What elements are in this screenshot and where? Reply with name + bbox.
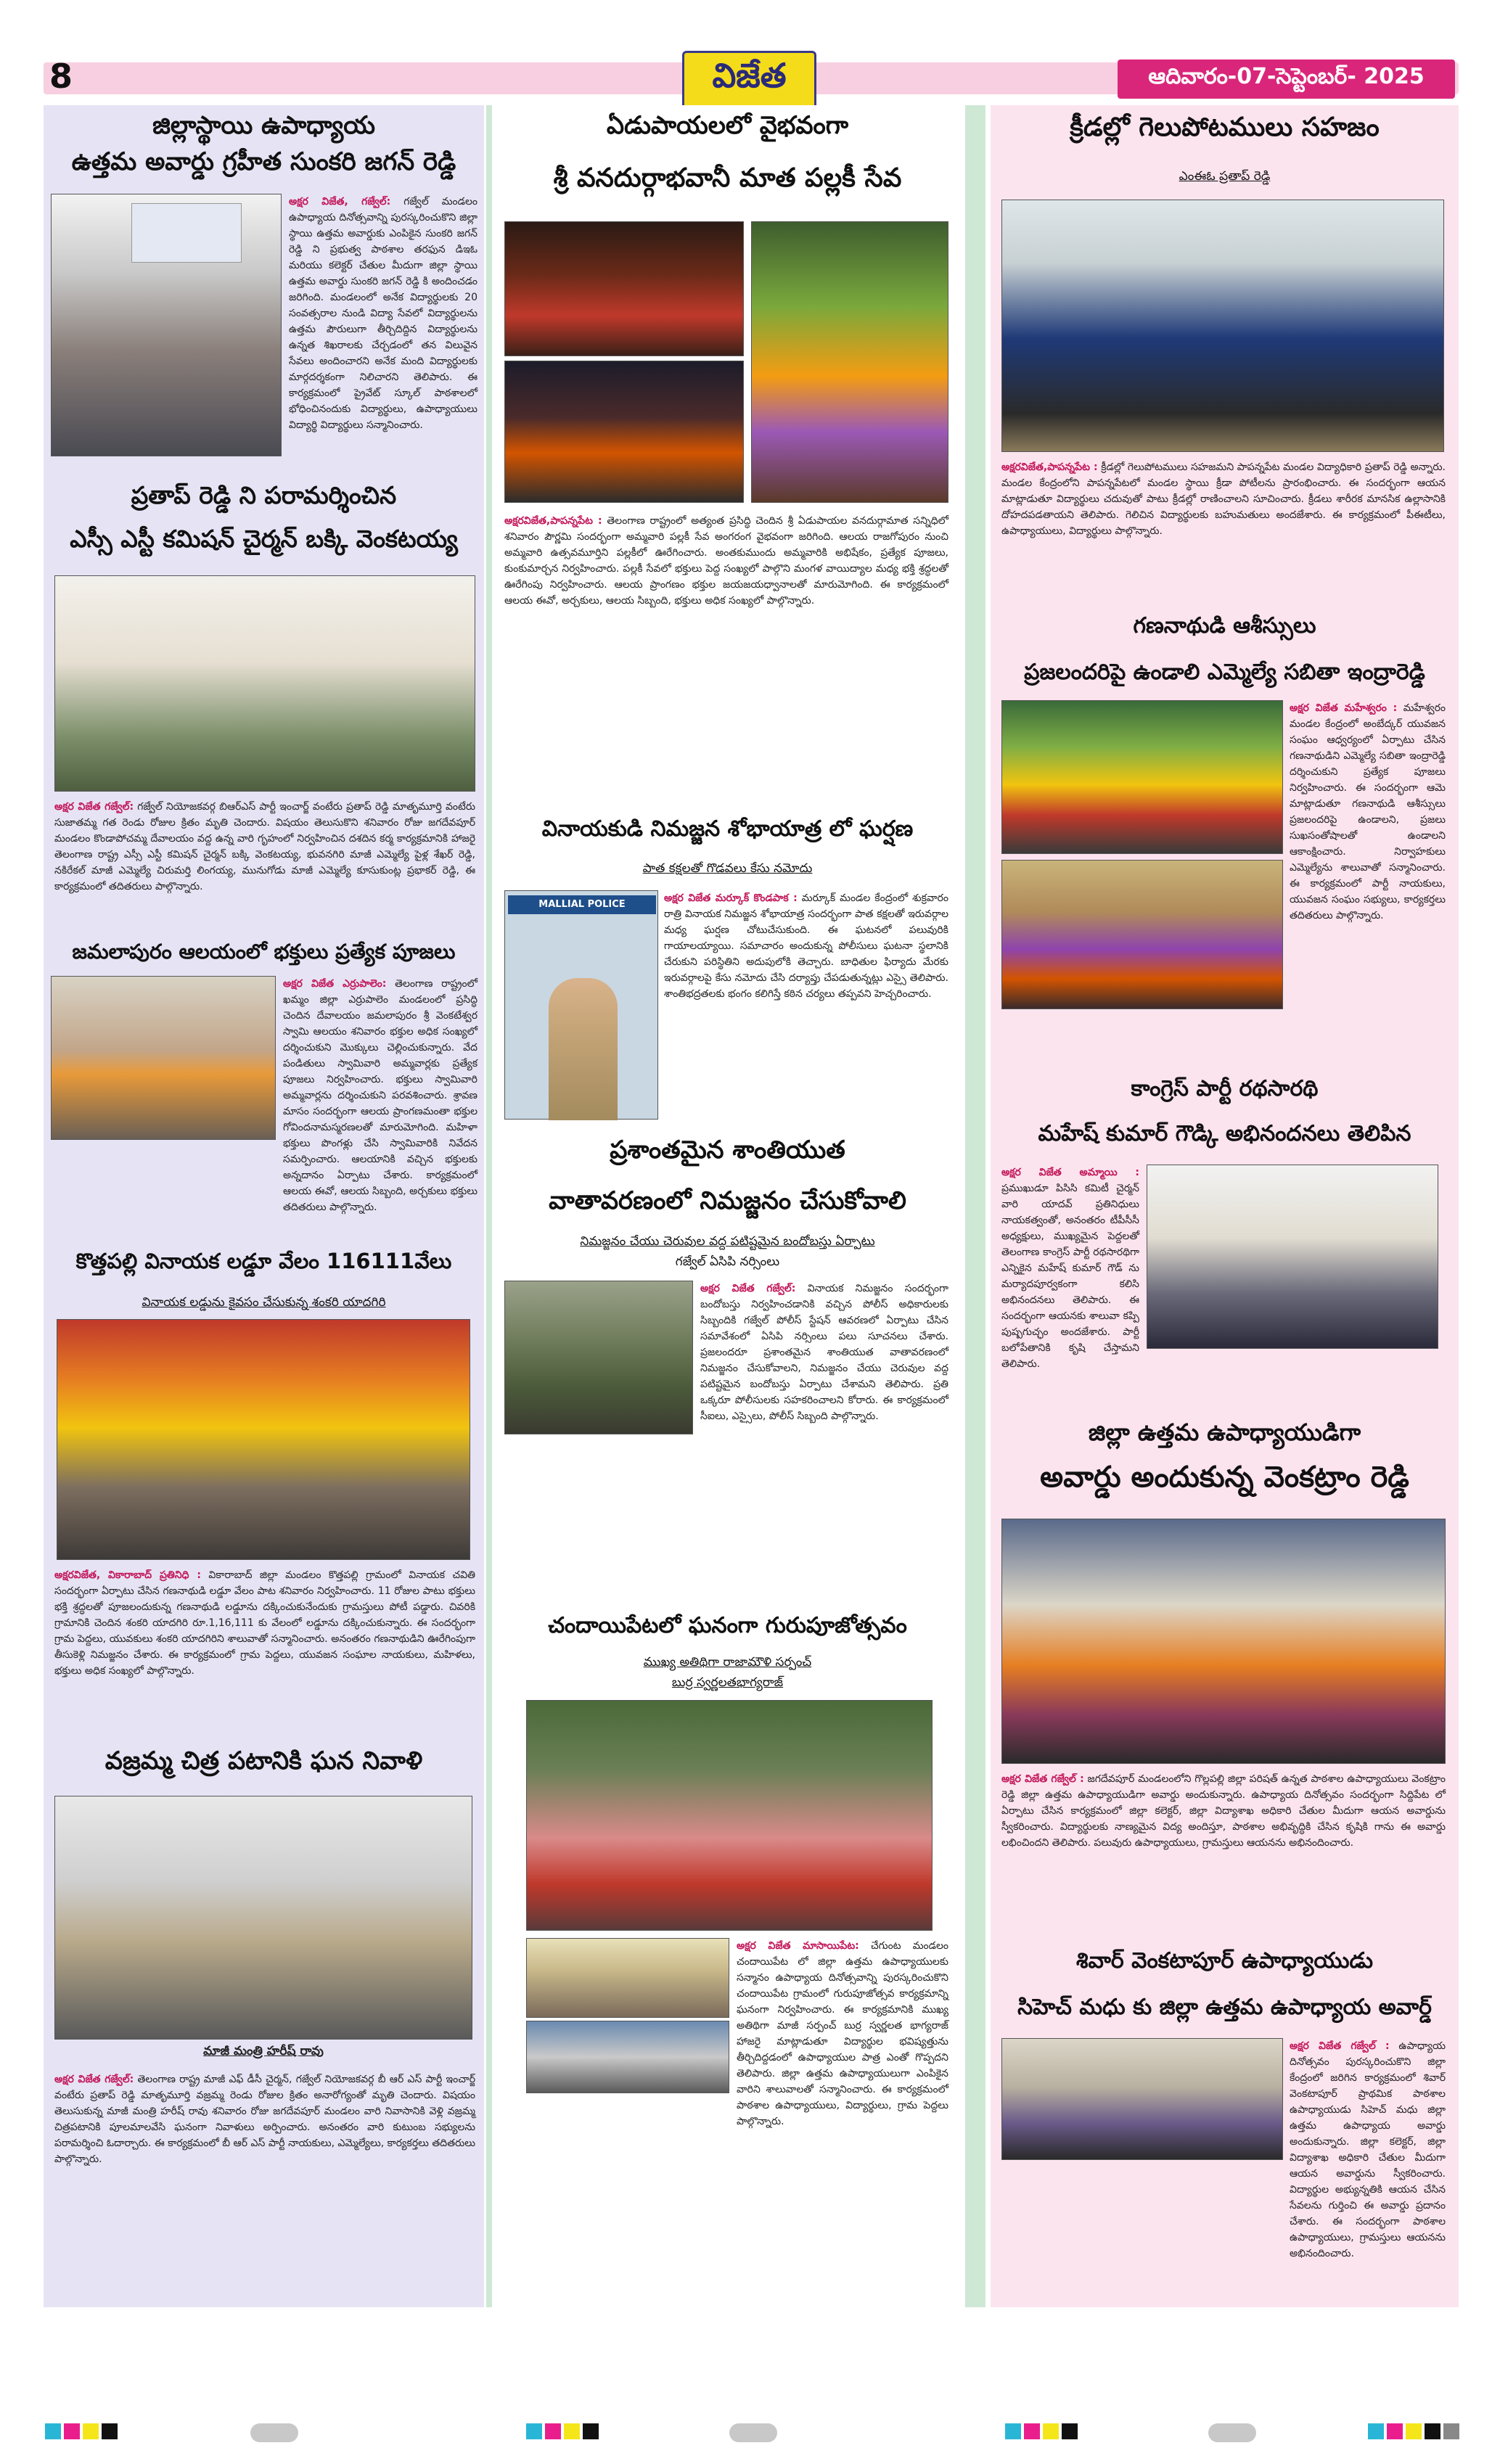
headline: ప్రశాంతమైన శాంతియుత bbox=[610, 1136, 845, 1165]
article-photo[interactable] bbox=[504, 890, 658, 1120]
article-photo[interactable] bbox=[1001, 1519, 1446, 1764]
headline: సిహెచ్ మధు కు జిల్లా ఉత్తమ ఉపాధ్యాయ అవార్డ్ bbox=[1017, 1995, 1432, 2020]
subheadline-text: ముఖ్య అతిథిగా రాజామౌళి సర్పంచ్ bbox=[643, 1655, 812, 1670]
headline: ఎస్సీ ఎస్టీ కమిషన్ చైర్మన్ బక్కి వెంకటయ్య bbox=[70, 525, 458, 553]
article-text: వినాయక నిమజ్జనం సందర్భంగా బందోబస్తు నిర్వహించడానికి వచ్చిన పోలీస్ అధికారులకు సిబ్బందికి గజ్వేల్ పోలీస్ స్టేషన్ ఆవరణలో ఏర్పాటు చేసిన సమావేశంలో ఏసిపి నర్సింలు పలు సూచనలు చేశారు. ప్రజలందరూ ప్రశాంతమైన శాంతియుత వాతావరణంలో నిమజ్జనం చేసుకోవాలని, నిమజ్జనం చేయు చెరువుల వద్ద పటిష్టమైన బందోబస్తు ఏర్పాటు చేశామని తెలిపారు. ప్రతి ఒక్కరూ పోలీసులకు సహకరించాలని కోరారు. ఈ కార్యక్రమంలో సీఐలు, ఎస్సైలు, పోలీస్ సిబ్బంది పాల్గొన్నారు. bbox=[700, 1283, 948, 1422]
article-body-continued bbox=[1001, 1012, 1446, 1070]
article-body-continued bbox=[504, 1437, 948, 1600]
article-text: గజ్వేల్ నియోజకవర్గ బిఆర్ఎస్ పార్టీ ఇంచార్జ్ వంటేరు ప్రతాప్ రెడ్డి మాతృమూర్తి వంటేరు సుజాతమ్మ గత రెండు రోజుల క్రితం మృతి చెందారు. విషయం తెలుసుకొని శనివారం రోజు జగదేవపూర్ మండలం కొండాపోచమ్మ దేవాలయం వద్ద ఉన్న వారి గృహంలో నిర్వహించిన దశదిన కర్మ కార్యక్రమానికి హాజరై తెలంగాణ రాష్ట్ర ఎస్సీ ఎస్టీ కమిషన్ చైర్మన్ బక్కి వెంకటయ్య, భువనగిరి మాజీ ఎమ్మెల్యే పైళ్ల శేఖర్ రెడ్డి, నకిరేకల్ మాజీ ఎమ్మెల్యే చిరుమర్తి లింగయ్య, మునుగోడు మాజీ ఎమ్మెల్యే కూసుకుంట్ల ప్రభాకర్ రెడ్డి, ఈ కార్యక్రమంలో తదితరులు పాల్గొన్నారు. bbox=[54, 801, 475, 892]
headline: జమలాపురం ఆలయంలో భక్తులు ప్రత్యేక పూజలు bbox=[72, 940, 456, 964]
subheadline-text: ఎంఈఓ ప్రతాప్ రెడ్డి bbox=[1179, 169, 1271, 184]
subheadline bbox=[991, 169, 1459, 186]
article-body bbox=[54, 2071, 475, 2231]
article-body-continued bbox=[504, 2096, 948, 2234]
article-body bbox=[504, 513, 948, 809]
article-body-continued bbox=[1001, 2163, 1446, 2235]
column-rule bbox=[965, 105, 985, 2307]
article-photo[interactable] bbox=[504, 1281, 693, 1434]
article-text: చేగుంట మండలం చందాయిపేట లో జిల్లా ఉత్తమ ఉపాధ్యాయులకు సన్మానం ఉపాధ్యాయ దినోత్సవాన్ని పురస్కరించుకొని చందాయిపేట గ్రామంలో గురుపూజోత్సవ కార్యక్రమాన్ని ఘనంగా నిర్వహించారు. ఈ కార్యక్రమానికి ముఖ్య అతిథిగా మాజీ సర్పంచ్ బుర్ర స్వర్ణలత భాగ్యరాజ్ హాజరై మాట్లాడుతూ విద్యార్థుల భవిష్యత్తును తీర్చిదిద్దడంలో ఉపాధ్యాయుల పాత్ర ఎంతో గొప్పదని తెలిపారు. జిల్లా ఉత్తమ ఉపాధ్యాయులుగా ఎంపికైన వారిని శాలువాలతో సన్మానించారు. ఈ కార్యక్రమంలో పాఠశాల ఉపాధ్యాయులు, విద్యార్థులు, గ్రామ పెద్దలు పాల్గొన్నారు. bbox=[737, 1940, 948, 2127]
dateline: అక్షర విజేత గజ్వేల్: bbox=[54, 2074, 134, 2085]
subheadline bbox=[493, 861, 962, 879]
dateline: అక్షర విజేత గజ్వేల్: bbox=[54, 801, 134, 813]
headline: క్రీడల్లో గెలుపోటములు సహజం bbox=[1070, 112, 1380, 142]
article-photo[interactable] bbox=[526, 2021, 729, 2093]
article-text: ప్రముఖుడూ పిసిసి కమిటీ చైర్మన్ వారి యాదవ్ ప్రతినిధులు నాయకత్వంతో, అనంతరం టీపీసీసీ అధ్యక్షులు, ముఖ్యమైన పెద్దలతో తెలంగాణ కాంగ్రెస్ పార్టీ రథసారథిగా ఎన్నికైన మహేష్ కుమార్ గౌడ్ ను మర్యాదపూర్వకంగా కలిసి అభినందనలు తెలిపారు. ఈ సందర్భంగా ఆయనకు శాలువా కప్పి పుష్పగుచ్ఛం అందజేశారు. పార్టీ బలోపేతానికి కృషి చేస్తామని తెలిపారు. bbox=[1001, 1183, 1139, 1370]
headline: కొత్తపల్లి వినాయక లడ్డూ వేలం 116111వేలు bbox=[75, 1249, 452, 1273]
dateline: అక్షర విజేత గజ్వేల్ : bbox=[1290, 2040, 1390, 2052]
dateline: అక్షర విజేత అమ్మాయి : bbox=[1001, 1167, 1139, 1178]
caption-text: మాజీ మంత్రి హరీష్ రావు bbox=[203, 2044, 324, 2058]
article-body bbox=[664, 890, 948, 1120]
headline: జిల్లాస్థాయి ఉపాధ్యాయ bbox=[152, 111, 375, 140]
column-left-content bbox=[44, 105, 484, 2307]
subheadline bbox=[44, 1295, 484, 1313]
article-photo[interactable] bbox=[57, 1319, 470, 1560]
article-body-continued bbox=[1001, 1352, 1446, 1410]
article-text: గజ్వేల్ మండలం ఉపాధ్యాయ దినోత్సవాన్ని పురస్కరించుకొని జిల్లా స్థాయి ఉత్తమ అవార్డుకు ఎంపికైన సుంకరి జగన్ రెడ్డి ని ప్రభుత్వ పాఠశాల తరఫున డిఇఓ మరియు కలెక్టర్ చేతుల మీదుగా జిల్లా స్థాయి ఉత్తమ అవార్డు సుంకరి జగన్ రెడ్డి కి అందించడం జరిగింది. మండలంలో అనేక విద్యార్థులకు 20 సంవత్సరాల నుండి విద్యా సేవలో విద్యార్థులను ఉత్తమ పౌరులుగా తీర్చిదిద్దిన విద్యార్థులను ఉన్నత శిఖరాలకు చేర్చడంలో తన విలువైన సేవలు అందించారని అనేక మంది విద్యార్థులకు మార్గదర్శకంగా నిలిచారని తెలిపారు. ఈ కార్యక్రమంలో ప్రైవేట్ స్కూల్ పాఠశాలలో భోధించినందుకు విద్యార్థులు, ఉపాధ్యాయులు విద్యార్థి విద్యార్థులు సన్మానించారు. bbox=[289, 196, 478, 431]
dateline: అక్షర విజేత గజ్వేల్ : bbox=[1001, 1773, 1084, 1785]
article-body bbox=[54, 1567, 475, 1741]
newspaper-logo[interactable] bbox=[682, 51, 816, 109]
registration-pill bbox=[729, 2423, 777, 2442]
article-text: క్రీడల్లో గెలుపోటములు సహజమని పాపన్నపేట మండల విద్యాధికారి ప్రతాప్ రెడ్డి అన్నారు. మండల కేంద్రంలోని పాపన్నపేటలో మండల స్థాయి క్రీడా పోటీలను ప్రారంభించారు. ఈ సందర్భంగా ఆయన మాట్లాడుతూ విద్యార్థులు చదువుతో పాటు క్రీడల్లో రాణించాలని సూచించారు. క్రీడలు శారీరక మానసిక ఉల్లాసానికి దోహదపడతాయని తెలిపారు. గెలిచిన విద్యార్థులకు బహుమతులు అందజేశారు. ఈ కార్యక్రమంలో పీఈటీలు, ఉపాధ్యాయులు, విద్యార్థులు పాల్గొన్నారు. bbox=[1001, 461, 1446, 537]
headline: గణనాథుడి ఆశీస్సులు bbox=[1133, 613, 1316, 638]
article-text: జగదేవపూర్ మండలంలోని గొల్లపల్లి జిల్లా పరిషత్ ఉన్నత పాఠశాల ఉపాధ్యాయులు వెంకట్రాం రెడ్డి జిల్లా ఉత్తమ ఉపాధ్యాయుడిగా అవార్డు అందుకున్నారు. ఉపాధ్యాయ దినోత్సవం సందర్భంగా సిద్దిపేట లో ఏర్పాటు చేసిన కార్యక్రమంలో జిల్లా కలెక్టర్, జిల్లా విద్యాశాఖ అధికారి చేతుల మీదుగా ఆయన అవార్డును స్వీకరించారు. విద్యార్థులకు నాణ్యమైన విద్య అందిస్తూ, పాఠశాల అభివృద్ధికి చేసిన కృషికి గాను ఈ అవార్డు లభించిందని తెలిపారు. పలువురు ఉపాధ్యాయులు, గ్రామస్తులు ఆయనను అభినందించారు. bbox=[1001, 1773, 1446, 1849]
article-body-continued bbox=[51, 1143, 478, 1230]
subheadline-text: పాత కక్షలతో గొడవలు కేసు నమోదు bbox=[642, 861, 813, 876]
article-text: తెలంగాణ రాష్ట్రంలో ఖమ్మం జిల్లా ఎర్రుపాలెం మండలంలో ప్రసిద్ధి చెందిన దేవాలయం జమలాపురం శ్రీ వెంకటేశ్వర స్వామి ఆలయం శనివారం భక్తుల అధిక సంఖ్యలో దర్శించుకుని మొక్కులు చెల్లించుకున్నారు. వేద పండితులు స్వామివారి అమ్మవార్లకు ప్రత్యేక పూజలు నిర్వహించారు. భక్తులు స్వామివారి అమ్మవార్లను దర్శించుకుని పరవశించారు. శ్రావణ మాసం సందర్భంగా ఆలయ ప్రాంగణమంతా భక్తుల గోవిందనామస్మరణలతో మారుమోగింది. మహిళా భక్తులు పొంగళ్లు చేసి స్వామివారికి నివేదన సమర్పించారు. ఆలయానికి వచ్చిన భక్తులకు అన్నదానం ఏర్పాటు చేశారు. కార్యక్రమంలో ఆలయ ఈవో, ఆలయ సిబ్బంది, అర్చకులు భక్తులు తదితరులు పాల్గొన్నారు. bbox=[283, 978, 478, 1213]
headline: ప్రతాప్ రెడ్డి ని పరామర్శించిన bbox=[131, 481, 397, 509]
headline: మహేష్ కుమార్ గౌడ్కి అభినందనలు తెలిపిన bbox=[1038, 1121, 1411, 1146]
article-photo[interactable] bbox=[1001, 700, 1283, 854]
subheadline bbox=[493, 1234, 962, 1252]
headline: ఏడుపాయలలో వైభవంగా bbox=[606, 111, 849, 140]
article-photo[interactable] bbox=[504, 361, 744, 503]
subheadline bbox=[493, 1254, 962, 1272]
column-right-content bbox=[991, 105, 1459, 2307]
article-photo[interactable] bbox=[1001, 2038, 1283, 2160]
registration-pill bbox=[1208, 2423, 1256, 2442]
article-photo[interactable] bbox=[1001, 200, 1444, 452]
article-photo[interactable] bbox=[1147, 1165, 1438, 1349]
article-text: తెలంగాణ రాష్ట్ర మాజీ ఎఫ్ డీసీ చైర్మన్, గజ్వేల్ నియోజకవర్గ బీ ఆర్ ఎస్ పార్టీ ఇంచార్జ్ వంటేరు ప్రతాప్ రెడ్డి మాతృమూర్తి వజ్రమ్మ రెండు రోజుల క్రితం అనారోగ్యంతో మృతి చెందారు. విషయం తెలుసుకున్న మాజీ మంత్రి హరీష్ రావు శనివారం రోజు జగదేవపూర్ మండలం వారి నివాసానికి వెళ్లి వజ్రమ్మ చిత్రపటానికి పూలమాలవేసి ఘనంగా నివాళులు అర్పించారు. అనంతరం వారి కుటుంబ సభ్యులను పరామర్శించి ఓదార్చారు. ఈ కార్యక్రమంలో బీ ఆర్ ఎస్ పార్టీ నాయకులు, ఎమ్మెల్యేలు, కార్యకర్తలు తదితరులు పాల్గొన్నారు. bbox=[54, 2074, 476, 2165]
dateline: అక్షర విజేత మర్కూక్ కొండపాక : bbox=[664, 892, 798, 904]
article-body bbox=[737, 1938, 948, 2127]
article-photo[interactable] bbox=[526, 1938, 729, 2018]
subheadline-text: బుర్ర స్వర్ణలతభాగ్యరాజ్ bbox=[671, 1675, 784, 1690]
dateline: అక్షర విజేత మహేశ్వరం : bbox=[1290, 702, 1398, 714]
banner-in-photo bbox=[131, 203, 242, 263]
dateline: అక్షర విజేత, గజ్వేల్: bbox=[289, 196, 391, 208]
headline: వినాయకుడి నిమజ్జన శోభాయాత్ర లో ఘర్షణ bbox=[541, 816, 914, 842]
article-text: వికారాబాద్ జిల్లా మండలం కొత్తపల్లి గ్రామంలో వినాయక చవితి సందర్భంగా ఏర్పాటు చేసిన గణనాథుడి లడ్డూ వేలం పాట శనివారం నిర్వహించారు. 11 రోజుల పాటు భక్తులు భక్తి శ్రద్ధలతో పూజలందుకున్న గణనాథుడి లడ్డూను దక్కించుకునేందుకు గ్రామస్తులు పోటీ పడ్డారు. చివరికి గ్రామానికి చెందిన శంకరి యాదగిరి రూ.1,16,111 కు వేలంలో లడ్డూను దక్కించుకున్నారు. ఈ సందర్భంగా గ్రామ పెద్దలు, యువకులు శంకరి యాదగిరిని శాలువాతో సన్మానించారు. అనంతరం గణనాథుడిని ఊరేగింపుగా తీసుకెళ్లి నిమజ్జనం చేశారు. ఈ కార్యక్రమంలో గ్రామ పెద్దలు, యువజన సంఘాల నాయకులు, మహిళలు, భక్తులు అధిక సంఖ్యలో పాల్గొన్నారు. bbox=[54, 1569, 475, 1677]
subheadline-text: వినాయక లడ్డును కైవసం చేసుకున్న శంకరి యాదగిరి bbox=[142, 1295, 386, 1310]
headline: శ్రీ వనదుర్గాభవానీ మాత పల్లకీ సేవ bbox=[553, 163, 902, 193]
dateline: అక్షరవిజేత,పాపన్నపేట : bbox=[1001, 461, 1098, 473]
article-body bbox=[700, 1281, 948, 1434]
article-body bbox=[1001, 1165, 1139, 1370]
subheadline-text: నిమజ్జనం చేయు చెరువుల వద్ద పటిష్టమైన బందోబస్తు ఏర్పాటు bbox=[580, 1234, 875, 1249]
headline: శివార్ వెంకటాపూర్ ఉపాధ్యాయుడు bbox=[1075, 1948, 1374, 1974]
subheadline bbox=[493, 1655, 962, 1672]
article-text: ఉపాధ్యాయ దినోత్సవం పురస్కరించుకొని జిల్లా కేంద్రంలో జరిగిన కార్యక్రమంలో శివార్ వెంకటాపూర్ ప్రాథమిక పాఠశాల ఉపాధ్యాయుడు సిహెచ్ మధు జిల్లా ఉత్తమ ఉపాధ్యాయ అవార్డు అందుకున్నారు. జిల్లా కలెక్టర్, జిల్లా విద్యాశాఖ అధికారి చేతుల మీదుగా ఆయన అవార్డును స్వీకరించారు. విద్యార్థుల అభ్యున్నతికి ఆయన చేసిన సేవలను గుర్తించి ఈ అవార్డు ప్రదానం చేశారు. ఈ సందర్భంగా పాఠశాల ఉపాధ్యాయులు, గ్రామస్తులు ఆయనను అభినందించారు. bbox=[1290, 2040, 1446, 2259]
dateline: అక్షరవిజేత, వికారాబాద్ ప్రతినిధి : bbox=[54, 1569, 201, 1581]
article-photo[interactable] bbox=[51, 976, 276, 1140]
headline: వాతావరణంలో నిమజ్జనం చేసుకోవాలి bbox=[549, 1186, 906, 1215]
page-number: 8 bbox=[49, 57, 73, 96]
issue-date: ఆదివారం-07-సెప్టెంబర్- 2025 bbox=[1118, 59, 1455, 99]
article-photo[interactable] bbox=[54, 1796, 472, 2040]
photo-caption bbox=[54, 2044, 472, 2061]
article-text: తెలంగాణ రాష్ట్రంలో అత్యంత ప్రసిద్ధి చెందిన శ్రీ ఏడుపాయల వనదుర్గామాత సన్నిధిలో శనివారం పౌర్ణమి సందర్భంగా అమ్మవారి పల్లకీ సేవ అంగరంగ వైభవంగా జరిగింది. ఆలయ రాజగోపురం నుంచి అమ్మవారి ఉత్సవమూర్తిని పల్లకీలో ఊరేగించారు. అంతకుముందు అమ్మవారికి అభిషేకం, ప్రత్యేక పూజలు, కుంకుమార్చన నిర్వహించారు. పల్లకీ సేవలో భక్తులు పెద్ద సంఖ్యలో పాల్గొని మంగళ వాయిద్యాల మధ్య భక్తి శ్రద్ధలతో ఊరేగింపు నిర్వహించారు. ఆలయ ప్రాంగణం భక్తుల జయజయధ్వానాలతో మారుమోగింది. ఈ కార్యక్రమంలో ఆలయ ఈవో, అర్చకులు, ఆలయ సిబ్బంది, భక్తులు అధిక సంఖ్యలో పాల్గొన్నారు. bbox=[504, 515, 948, 607]
officer-figure bbox=[549, 978, 618, 1120]
registration-marks bbox=[1368, 2423, 1462, 2439]
registration-marks bbox=[1005, 2423, 1081, 2439]
subheadline-text: గజ్వేల్ ఏసిపి నర్సింలు bbox=[675, 1254, 780, 1269]
article-body bbox=[54, 799, 475, 929]
column-middle-content bbox=[493, 105, 962, 2307]
article-photo[interactable] bbox=[526, 1700, 933, 1931]
dateline: అక్షర విజేత గజ్వేల్: bbox=[700, 1283, 796, 1294]
article-photo[interactable] bbox=[1001, 860, 1283, 1009]
headline: చందాయిపేటలో ఘనంగా గురుపూజోత్సవం bbox=[548, 1613, 907, 1638]
headline: అవార్డు అందుకున్న వెంకట్రాం రెడ్డి bbox=[1040, 1461, 1409, 1494]
article-body bbox=[1290, 2038, 1446, 2259]
headline: ప్రజలందరిపై ఉండాలి ఎమ్మెల్యే సబితా ఇంద్రారెడ్డి bbox=[1024, 660, 1425, 685]
dateline: అక్షరవిజేత,పాపన్నపేట : bbox=[504, 515, 602, 527]
registration-marks bbox=[526, 2423, 602, 2439]
article-text: మహేశ్వరం మండల కేంద్రంలో అంబేద్కర్ యువజన సంఘం ఆధ్వర్యంలో ఏర్పాటు చేసిన గణనాథుడిని ఎమ్మెల్యే సబితా ఇంద్రారెడ్డి దర్శించుకుని ప్రత్యేక పూజలు నిర్వహించారు. ఈ సందర్భంగా ఆమె మాట్లాడుతూ గణనాథుడి ఆశీస్సులు ప్రజలందరిపై ఉండాలని, ప్రజలు సుఖసంతోషాలతో ఉండాలని ఆకాంక్షించారు. నిర్వాహకులు ఎమ్మెల్యేను శాలువాతో సన్మానించారు. ఈ కార్యక్రమంలో పార్టీ నాయకులు, యువజన సంఘం సభ్యులు, కార్యకర్తలు తదితరులు పాల్గొన్నారు. bbox=[1290, 702, 1446, 921]
registration-pill bbox=[250, 2423, 298, 2442]
article-body bbox=[1001, 1771, 1446, 1939]
registration-marks bbox=[45, 2423, 120, 2439]
headline: కాంగ్రెస్ పార్టీ రథసారథి bbox=[1131, 1076, 1319, 1101]
article-body bbox=[289, 194, 478, 455]
article-photo[interactable] bbox=[51, 194, 282, 456]
article-photo[interactable] bbox=[751, 221, 948, 503]
dateline: అక్షర విజేత మాసాయిపేట: bbox=[737, 1940, 859, 1952]
article-body bbox=[1001, 459, 1446, 604]
article-body bbox=[1290, 700, 1446, 1009]
article-photo[interactable] bbox=[504, 221, 744, 356]
logo-text: విజేత bbox=[712, 56, 787, 95]
headline: జిల్లా ఉత్తమ ఉపాధ్యాయుడిగా bbox=[1088, 1418, 1361, 1446]
column-rule bbox=[486, 105, 492, 2307]
article-body bbox=[283, 976, 478, 1213]
dateline: అక్షర విజేత ఎర్రుపాలెం: bbox=[283, 978, 387, 990]
article-text: మర్కూక్ మండల కేంద్రంలో శుక్రవారం రాత్రి వినాయక నిమజ్జన శోభాయాత్ర సందర్భంగా పాత కక్షలతో ఇరువర్గాల మధ్య ఘర్షణ చోటుచేసుకుంది. ఈ ఘటనలో పలువురికి గాయాలయ్యాయి. సమాచారం అందుకున్న పోలీసులు ఘటనా స్థలానికి చేరుకుని పరిస్థితిని అదుపులోకి తెచ్చారు. బాధితుల ఫిర్యాదు మేరకు ఇరువర్గాలపై కేసు నమోదు చేసి దర్యాప్తు చేపడుతున్నట్లు ఎస్సై తెలిపారు. శాంతిభద్రతలకు భంగం కలిగిస్తే కఠిన చర్యలు తప్పవని హెచ్చరించారు. bbox=[664, 892, 949, 1000]
subheadline bbox=[493, 1675, 962, 1693]
headline: ఉత్తమ అవార్డు గ్రహీత సుంకరి జగన్ రెడ్డి bbox=[71, 147, 456, 176]
headline: వజ్రమ్మ చిత్ర పటానికి ఘన నివాళి bbox=[104, 1746, 423, 1775]
article-photo[interactable] bbox=[54, 575, 475, 792]
police-sign: MALLIAL POLICE bbox=[508, 895, 656, 914]
